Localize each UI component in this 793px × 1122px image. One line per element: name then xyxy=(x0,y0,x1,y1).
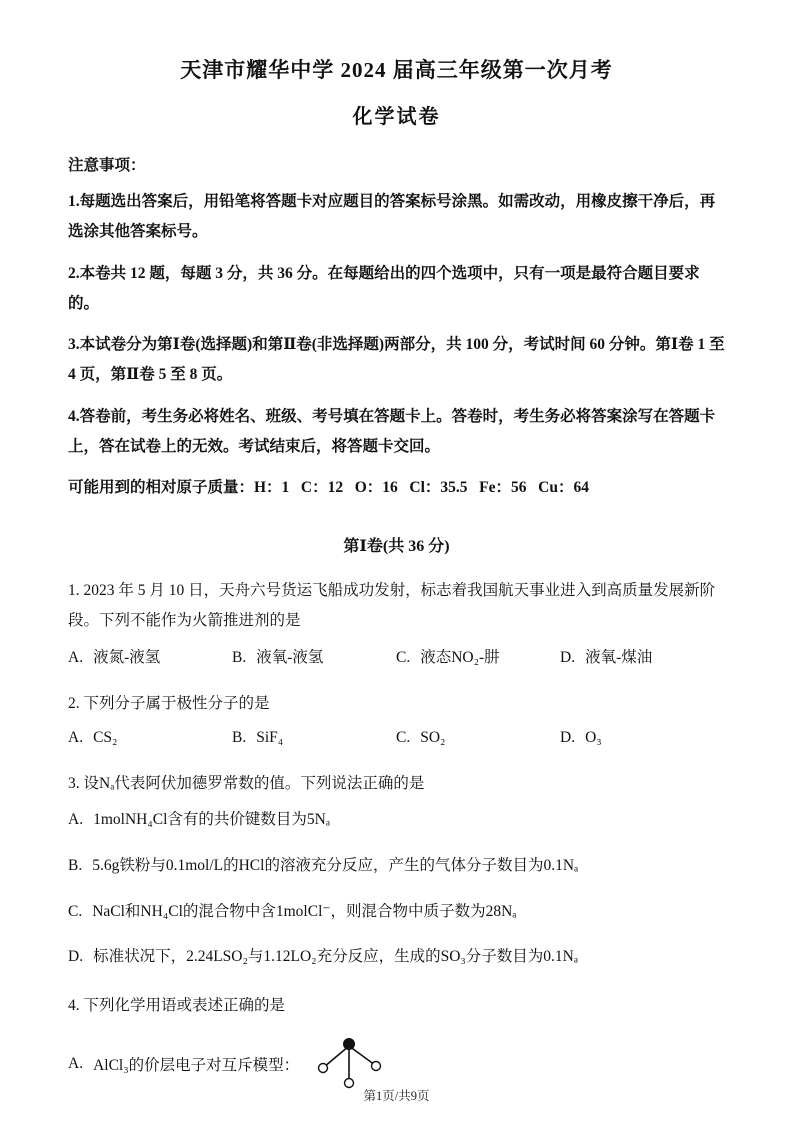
question-stem: 1. 2023 年 5 月 10 日，天舟六号货运飞船成功发射，标志着我国航天事业进入到高质量发展新阶段。下列不能作为火箭推进剂的是 xyxy=(68,582,716,629)
option-a xyxy=(68,729,232,747)
option-label: D. xyxy=(68,948,84,966)
question-stem: 4. 下列化学用语或表述正确的是 xyxy=(68,997,286,1015)
notice-item-4: 4.答卷前，考生务必将姓名、班级、考号填在答题卡上。答卷时，考生务必将答案涂写在答题卡上，答在试卷上的无效。考试结束后，将答题卡交回。 xyxy=(68,407,716,455)
atomic-masses-line: 可能用到的相对原子质量：H：1 C：12 O：16 Cl：35.5 Fe：56 Cu：64 xyxy=(68,478,589,496)
option-c xyxy=(396,729,560,747)
page-title: 天津市耀华中学 2024 届高三年级第一次月考 xyxy=(180,58,613,82)
option-text: 标准状况下，2.24LSO₂与1.12LO₂充分反应，生成的SO₃分子数目为0.1Nₐ xyxy=(93,948,579,966)
page-subtitle: 化学试卷 xyxy=(352,106,441,128)
option-d xyxy=(68,945,725,970)
option-a xyxy=(68,808,725,833)
option-label: D. xyxy=(560,728,576,746)
notice-section xyxy=(68,151,725,503)
notice-item-1: 1.每题选出答案后，用铅笔将答题卡对应题目的答案标号涂黑。如需改动，用橡皮擦干净后，再选涂其他答案标号。 xyxy=(68,193,716,241)
option-text: 液态NO₂-肼 xyxy=(420,649,500,667)
option-label: B. xyxy=(68,856,83,874)
option-text: 5.6g铁粉与0.1mol/L的HCl的溶液充分反应，产生的气体分子数目为0.1Nₐ xyxy=(92,856,579,874)
option-text: AlCl₃的价层电子对互斥模型： xyxy=(93,1057,300,1075)
option-label: A. xyxy=(68,1055,84,1073)
question-1 xyxy=(68,576,725,667)
option-label: A. xyxy=(68,810,84,828)
option-text: SO₂ xyxy=(420,728,446,746)
option-b xyxy=(68,854,725,879)
option-a xyxy=(68,645,232,667)
option-label: A. xyxy=(68,728,84,746)
option-label: C. xyxy=(396,649,411,667)
notice-item-3: 3.本试卷分为第Ⅰ卷(选择题)和第Ⅱ卷(非选择题)两部分，共 100 分，考试时间 60 分钟。第Ⅰ卷 1 至 4 页，第Ⅱ卷 5 至 8 页。 xyxy=(68,336,725,384)
notice-heading: 注意事项： xyxy=(68,157,146,174)
option-text: O₃ xyxy=(585,728,602,746)
option-text: CS₂ xyxy=(93,728,118,746)
question-1-options xyxy=(68,645,725,667)
option-c xyxy=(396,645,560,667)
option-text: 液氮-液氢 xyxy=(93,649,161,667)
option-text: 1molNH₄Cl含有的共价键数目为5Nₐ xyxy=(93,810,331,828)
option-d xyxy=(560,645,724,667)
option-text: NaCl和NH₄Cl的混合物中含1molCl⁻，则混合物中质子数为28Nₐ xyxy=(92,902,517,920)
question-stem: 2. 下列分子属于极性分子的是 xyxy=(68,695,270,713)
option-b xyxy=(232,645,396,667)
option-text: SiF₄ xyxy=(256,728,284,746)
option-label: C. xyxy=(396,728,411,746)
question-2 xyxy=(68,689,725,746)
notice-item-2: 2.本卷共 12 题，每题 3 分，共 36 分。在每题给出的四个选项中，只有一项是最符合题目要求的。 xyxy=(68,264,700,312)
option-label: C. xyxy=(68,902,83,920)
option-label: B. xyxy=(232,649,247,667)
question-4 xyxy=(68,991,725,1097)
section-title: 第Ⅰ卷(共 36 分) xyxy=(343,538,450,556)
page-footer: 第1页/共9页 xyxy=(363,1089,430,1103)
question-2-options xyxy=(68,729,725,747)
option-text: 液氧-液氢 xyxy=(256,649,324,667)
option-label: D. xyxy=(560,649,576,667)
option-c xyxy=(68,900,725,925)
option-label: A. xyxy=(68,649,84,667)
option-b xyxy=(232,729,396,747)
question-3 xyxy=(68,769,725,971)
option-d xyxy=(560,729,724,747)
option-text: 液氧-煤油 xyxy=(585,649,653,667)
option-label: B. xyxy=(232,728,247,746)
question-stem: 3. 设Nₐ代表阿伏加德罗常数的值。下列说法正确的是 xyxy=(68,774,425,792)
